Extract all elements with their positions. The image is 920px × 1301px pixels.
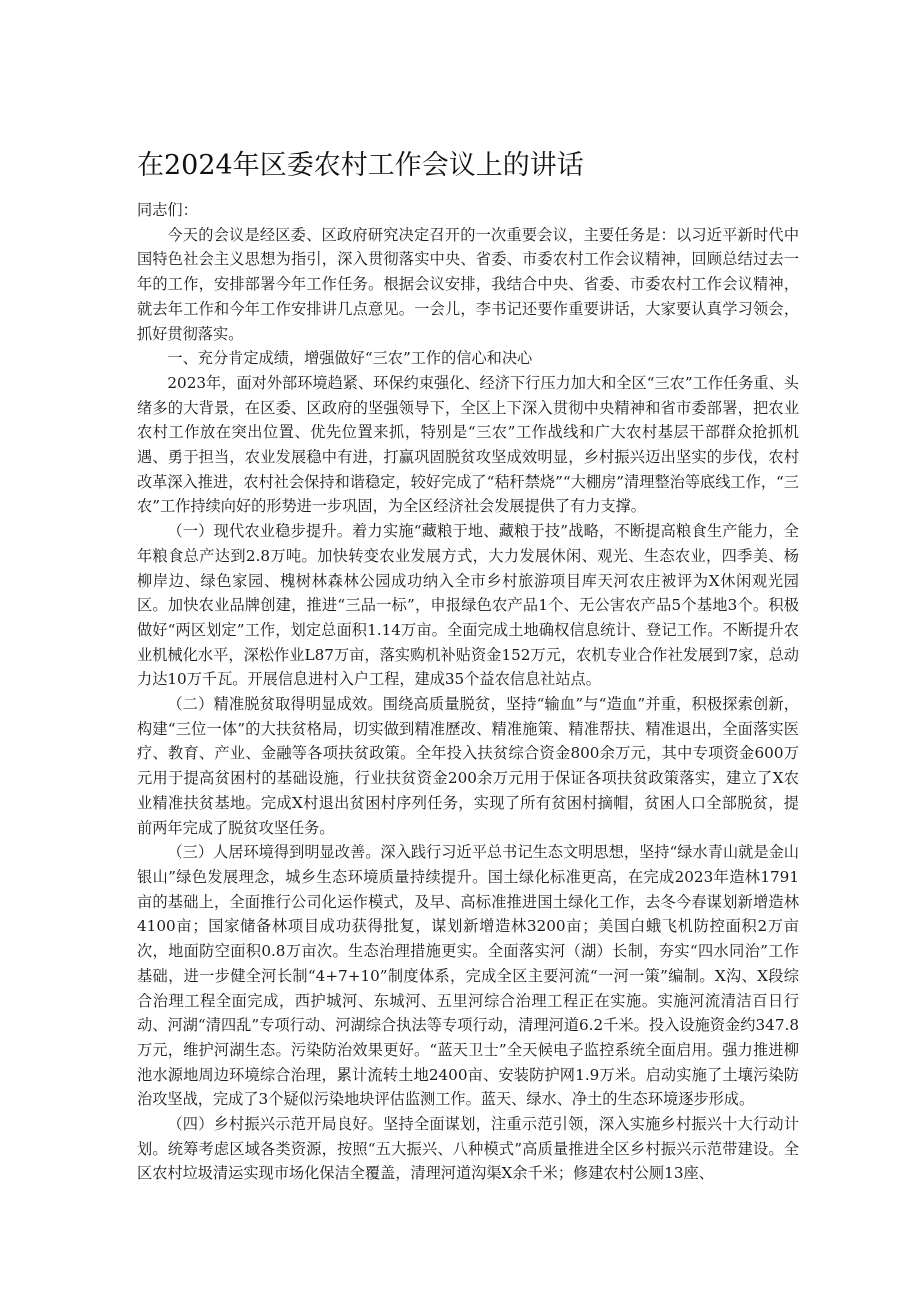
paragraph-2023-overview: 2023年，面对外部环境趋紧、环保约束强化、经济下行压力加大和全区“三农”工作任务重、头绪多的大背景，在区委、区政府的坚强领导下，全区上下深入贯彻中央精神和省市委部署，把农业农村工作放在突出位置、优先位置来抓，特别是“三农”工作战线和广大农村基层干部群众抢抓机遇、勇于担当，农业发展稳中有进，打赢巩固脱贫攻坚成效明显，乡村振兴迈出坚实的步伐，农村改革深入推进，农村社会保持和谐稳定，较好完成了“秸秆禁烧”“大棚房”清理整治等底线工作，“三农”工作持续向好的形势进一步巩固，为全区经济社会发展提供了有力支撑。 xyxy=(137,373,799,516)
paragraph-living-environment: （三）人居环境得到明显改善。深入践行习近平总书记生态文明思想，坚持“绿水青山就是金山银山”绿色发展理念，城乡生态环境质量持续提升。国土绿化标准更高，在完成2023年造林1791亩的基础上，全面推行公司化运作模式，及早、高标准推进国土绿化工作，去冬今春谋划新增造林4100亩；国家储备林项目成功获得批复，谋划新增造林3200亩；美国白蛾飞机防控面积2万亩次，地面防空面积0.8万亩次。生态治理措施更实。全面落实河（湖）长制，夯实“四水同治”工作基础，进一步健全河长制“4+7+10”制度体系，完成全区主要河流“一河一策”编制。X沟、X段综合治理工程全面完成，西护城河、东城河、五里河综合治理工程正在实施。实施河流清洁百日行动、河湖“清四乱”专项行动、河湖综合执法等专项行动，清理河道6.2千米。投入设施资金约347.8万元，维护河湖生态。污染防治效果更好。“蓝天卫士”全天候电子监控系统全面启用。强力推进柳池水源地周边环境综合治理，累计流转土地2400亩、安装防护网1.9万米。启动实施了土壤污染防治攻坚战，完成了3个疑似污染地块评估监测工作。蓝天、绿水、净土的生态环境逐步形成。 xyxy=(137,843,799,1109)
salutation: 同志们： xyxy=(137,201,198,219)
document-body xyxy=(137,198,799,1186)
paragraph-modern-agriculture: （一）现代农业稳步提升。着力实施“藏粮于地、藏粮于技”战略，不断提高粮食生产能力，全年粮食总产达到2.8万吨。加快转变农业发展方式，大力发展休闲、观光、生态农业，四季美、杨柳岸边、绿色家园、槐树林森林公园成功纳入全市乡村旅游项目库天河农庄被评为X休闲观光园区。加快农业品牌创建，推进“三品一标”，申报绿色农产品1个、无公害农产品5个基地3个。积极做好“两区划定”工作，划定总面积1.14万亩。全面完成土地确权信息统计、登记工作。不断提升农业机械化水平，深松作业L87万亩，落实购机补贴资金152万元，农机专业合作社发展到7家，总动力达10万千瓦。开展信息进村入户工程，建成35个益农信息社站点。 xyxy=(137,522,799,689)
paragraph-rural-revitalization: （四）乡村振兴示范开局良好。坚持全面谋划，注重示范引领，深入实施乡村振兴十大行动计划。统筹考虑区域各类资源，按照“五大振兴、八种模式”高质量推进全区乡村振兴示范带建设。全区农村垃圾清运实现市场化保洁全覆盖，清理河道沟渠X余千米；修建农村公厕13座、 xyxy=(137,1115,799,1183)
paragraph-intro: 今天的会议是经区委、区政府研究决定召开的一次重要会议，主要任务是：以习近平新时代中国特色社会主义思想为指引，深入贯彻落实中央、省委、市委农村工作会议精神，回顾总结过去一年的工作，安排部署今年工作任务。根据会议安排，我结合中央、省委、市委农村工作会议精神，就去年工作和今年工作安排讲几点意见。一会儿，李书记还要作重要讲话，大家要认真学习领会，抓好贯彻落实。 xyxy=(137,225,799,343)
section-heading-1: 一、充分肯定成绩，增强做好“三农”工作的信心和决心 xyxy=(167,349,533,368)
document-title: 在2024年区委农村工作会议上的讲话 xyxy=(137,150,584,181)
paragraph-poverty-alleviation: （二）精准脱贫取得明显成效。围绕高质量脱贫，坚持“输血”与“造血”并重，积极探索创新，构建“三位一体”的大扶贫格局，切实做到精准歷改、精准施策、精准帮扶、精准退出，全面落实医疗、教育、产业、金融等各项扶贫政策。全年投入扶贫综合资金800余万元，其中专项资金600万元用于提高贫困村的基础设施，行业扶贫资金200余万元用于保证各项扶贫政策落实，建立了X农业精准扶贫基地。完成X村退出贫困村序列任务，实现了所有贫困村摘帽，贫困人口全部脱贫，提前两年完成了脱贫攻坚任务。 xyxy=(137,695,799,837)
